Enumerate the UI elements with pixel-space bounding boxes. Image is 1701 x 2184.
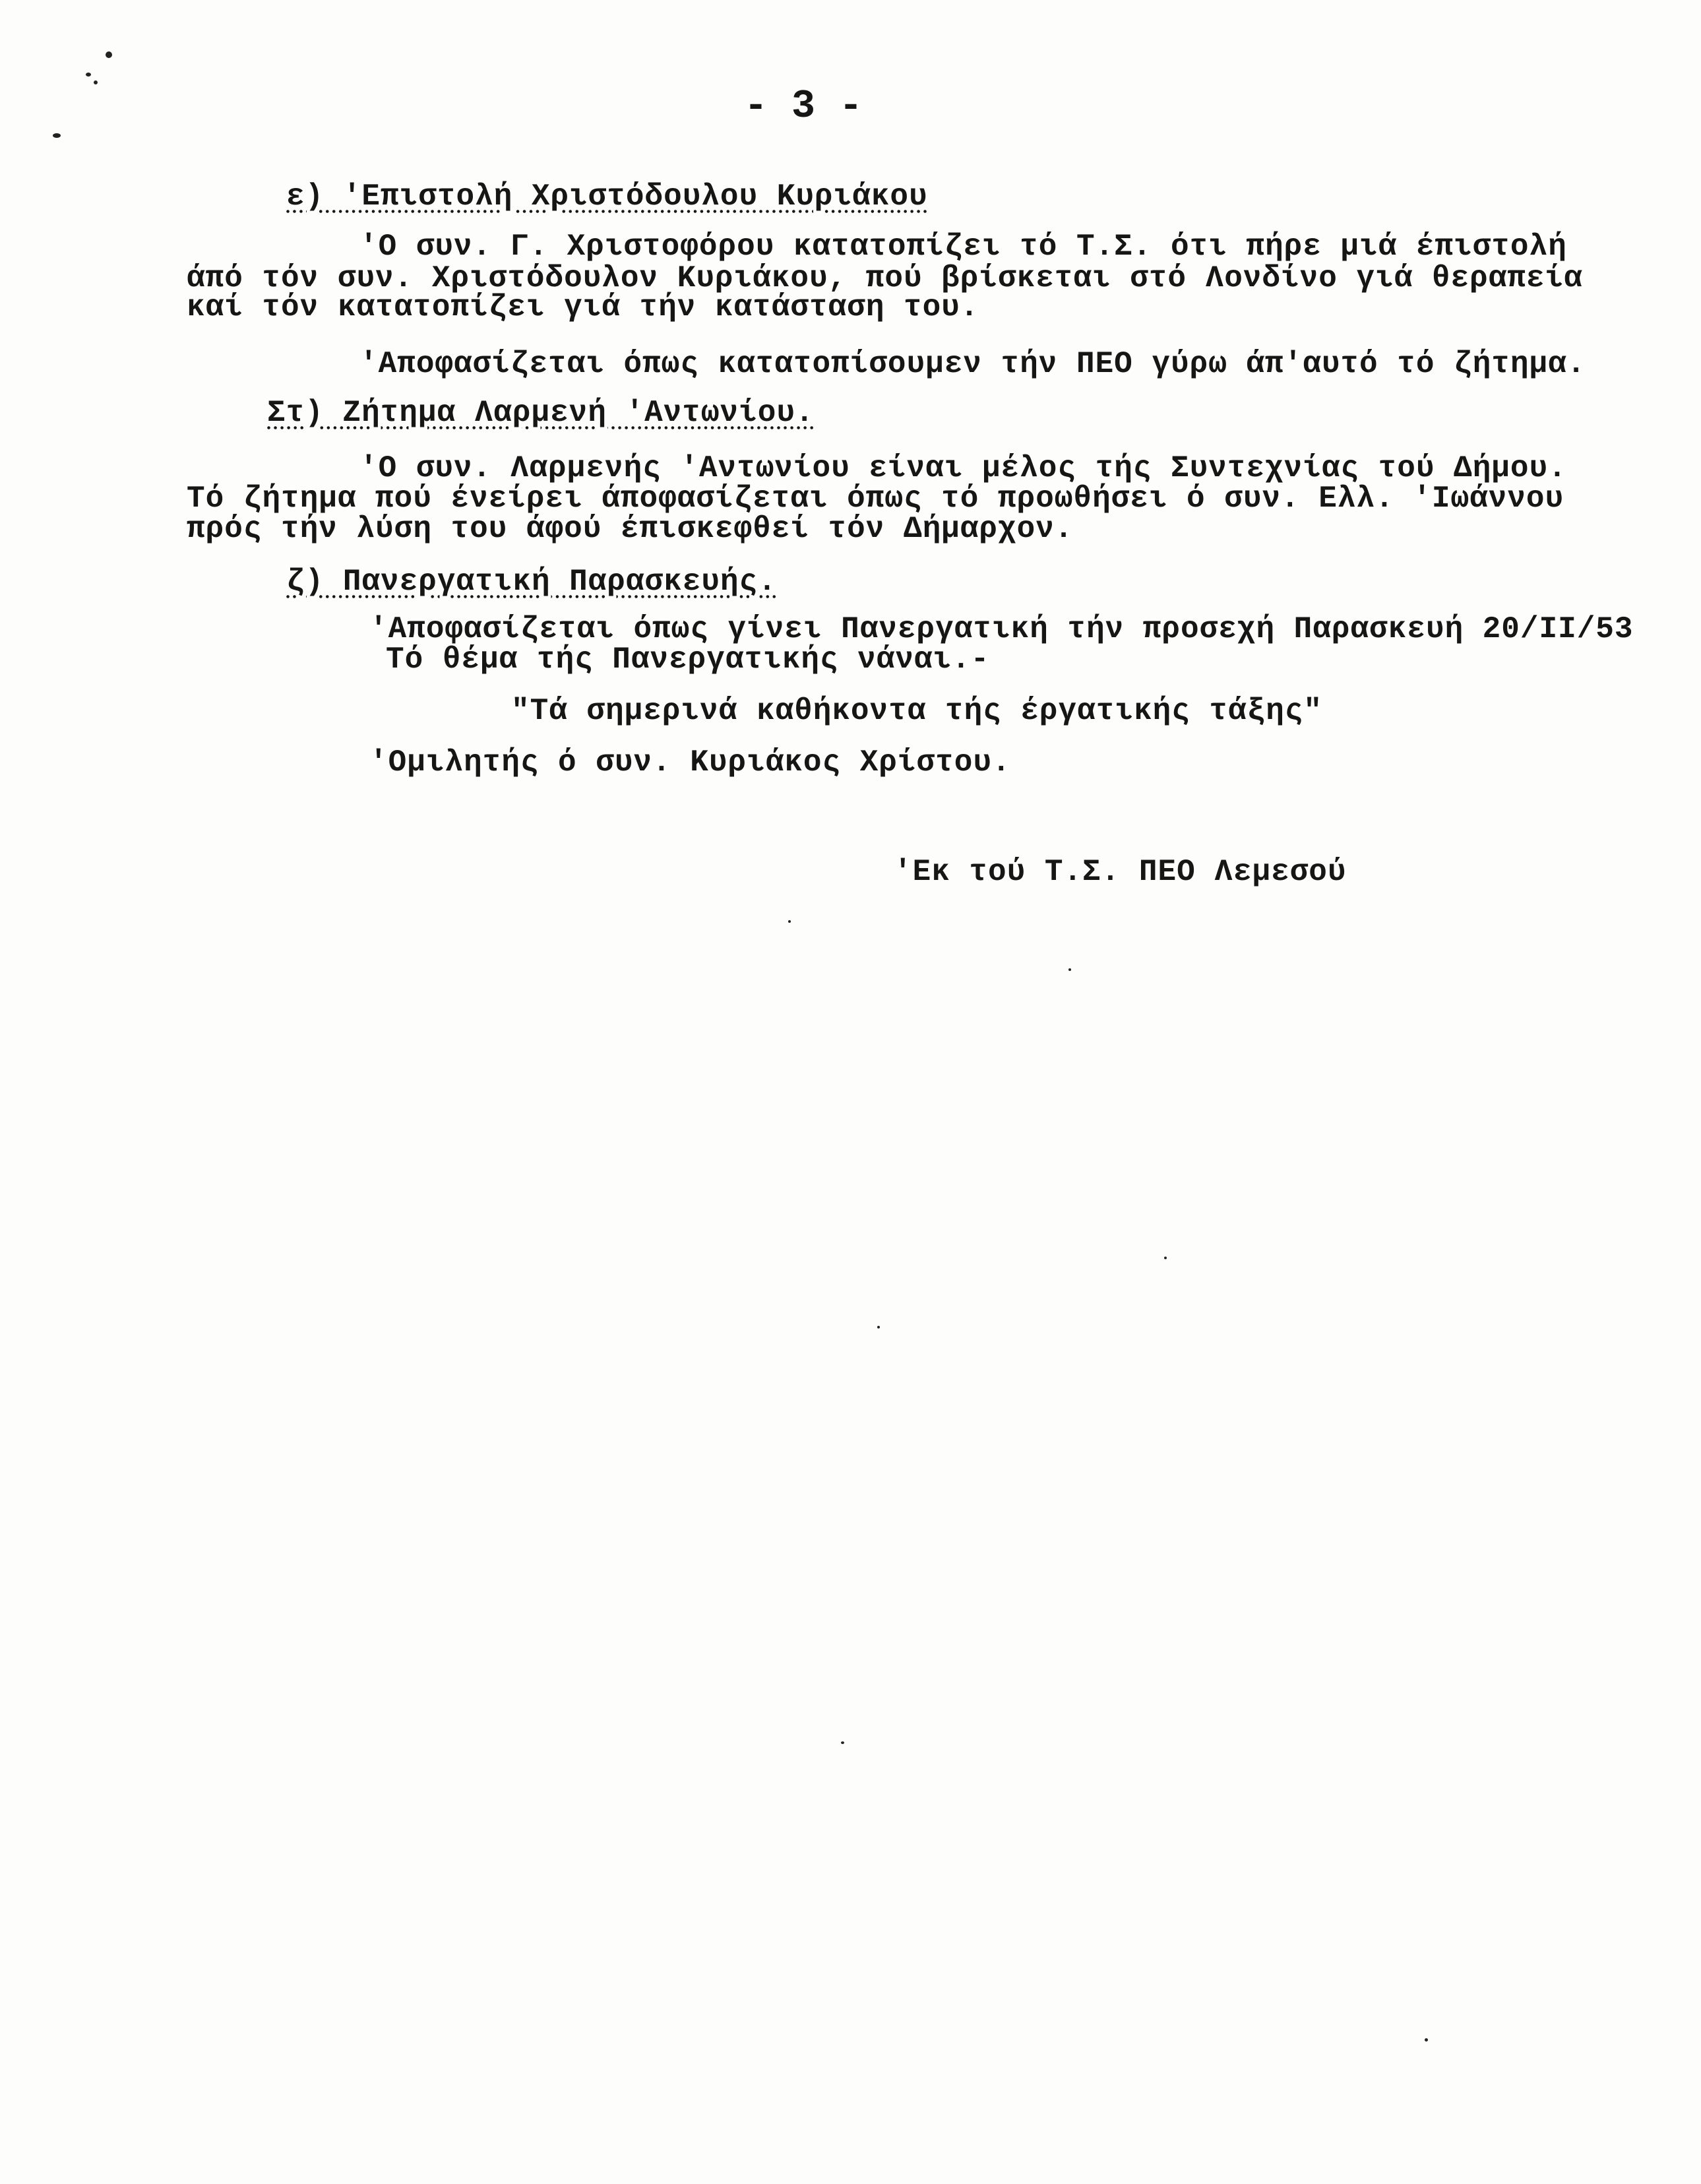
section-z-topic: "Τά σημερινά καθήκοντα τής έργατικής τάξης" <box>511 694 1322 728</box>
section-z-speaker: 'Ομιλητής ό συν. Κυριάκος Χρίστου. <box>369 745 1011 780</box>
section-z-heading: ζ) Πανεργατική Παρασκευής. <box>286 565 777 599</box>
section-e-decision: 'Αποφασίζεται όπως κατατοπίσουμεν τήν ΠΕΟ γύρω άπ'αυτό τό ζήτημα. <box>359 347 1586 381</box>
section-st-heading: Στ) Ζήτημα Λαρμενή 'Αντωνίου. <box>267 396 815 430</box>
scan-speck <box>106 51 112 58</box>
scan-speck <box>1164 1257 1167 1259</box>
scan-speck <box>841 1741 844 1744</box>
section-e-line-1: 'Ο συν. Γ. Χριστοφόρου κατατοπίζει τό Τ.Σ. ότι πήρε μιά έπιστολή <box>359 230 1567 264</box>
section-st-line-3: πρός τήν λύση του άφού έπισκεφθεί τόν Δήμαρχον. <box>187 512 1074 546</box>
section-st-line-1: 'Ο συν. Λαρμενής 'Αντωνίου είναι μέλος τής Συντεχνίας τού Δήμου. <box>359 451 1567 485</box>
scan-speck <box>94 80 98 84</box>
section-z-line-2: Τό θέμα τής Πανεργατικής νάναι.- <box>386 642 990 677</box>
section-st-line-2: Τό ζήτημα πού ένείρει άποφασίζεται όπως τό προωθήσει ό συν. Ελλ. 'Ιωάννου <box>187 482 1564 516</box>
scan-speck <box>86 73 91 77</box>
scan-speck <box>1425 2038 1428 2042</box>
signature-line: 'Εκ τού Τ.Σ. ΠΕΟ Λεμεσού <box>894 855 1347 889</box>
section-e-line-3: καί τόν κατατοπίζει γιά τήν κατάσταση του. <box>187 290 979 325</box>
section-e-heading: ε) 'Επιστολή Χριστόδουλου Κυριάκου <box>286 179 928 214</box>
scan-speck <box>53 133 61 138</box>
section-e-line-2: άπό τόν συν. Χριστόδουλον Κυριάκου, πού βρίσκεται στό Λονδίνο γιά θεραπεία <box>187 261 1583 296</box>
scan-speck <box>877 1326 880 1328</box>
page-number: - 3 - <box>744 84 863 129</box>
scan-speck <box>1068 968 1071 971</box>
section-z-line-1: 'Αποφασίζεται όπως γίνει Πανεργατική τήν προσεχή Παρασκευή 20/ΙΙ/53 <box>369 612 1634 646</box>
scan-speck <box>788 920 791 923</box>
